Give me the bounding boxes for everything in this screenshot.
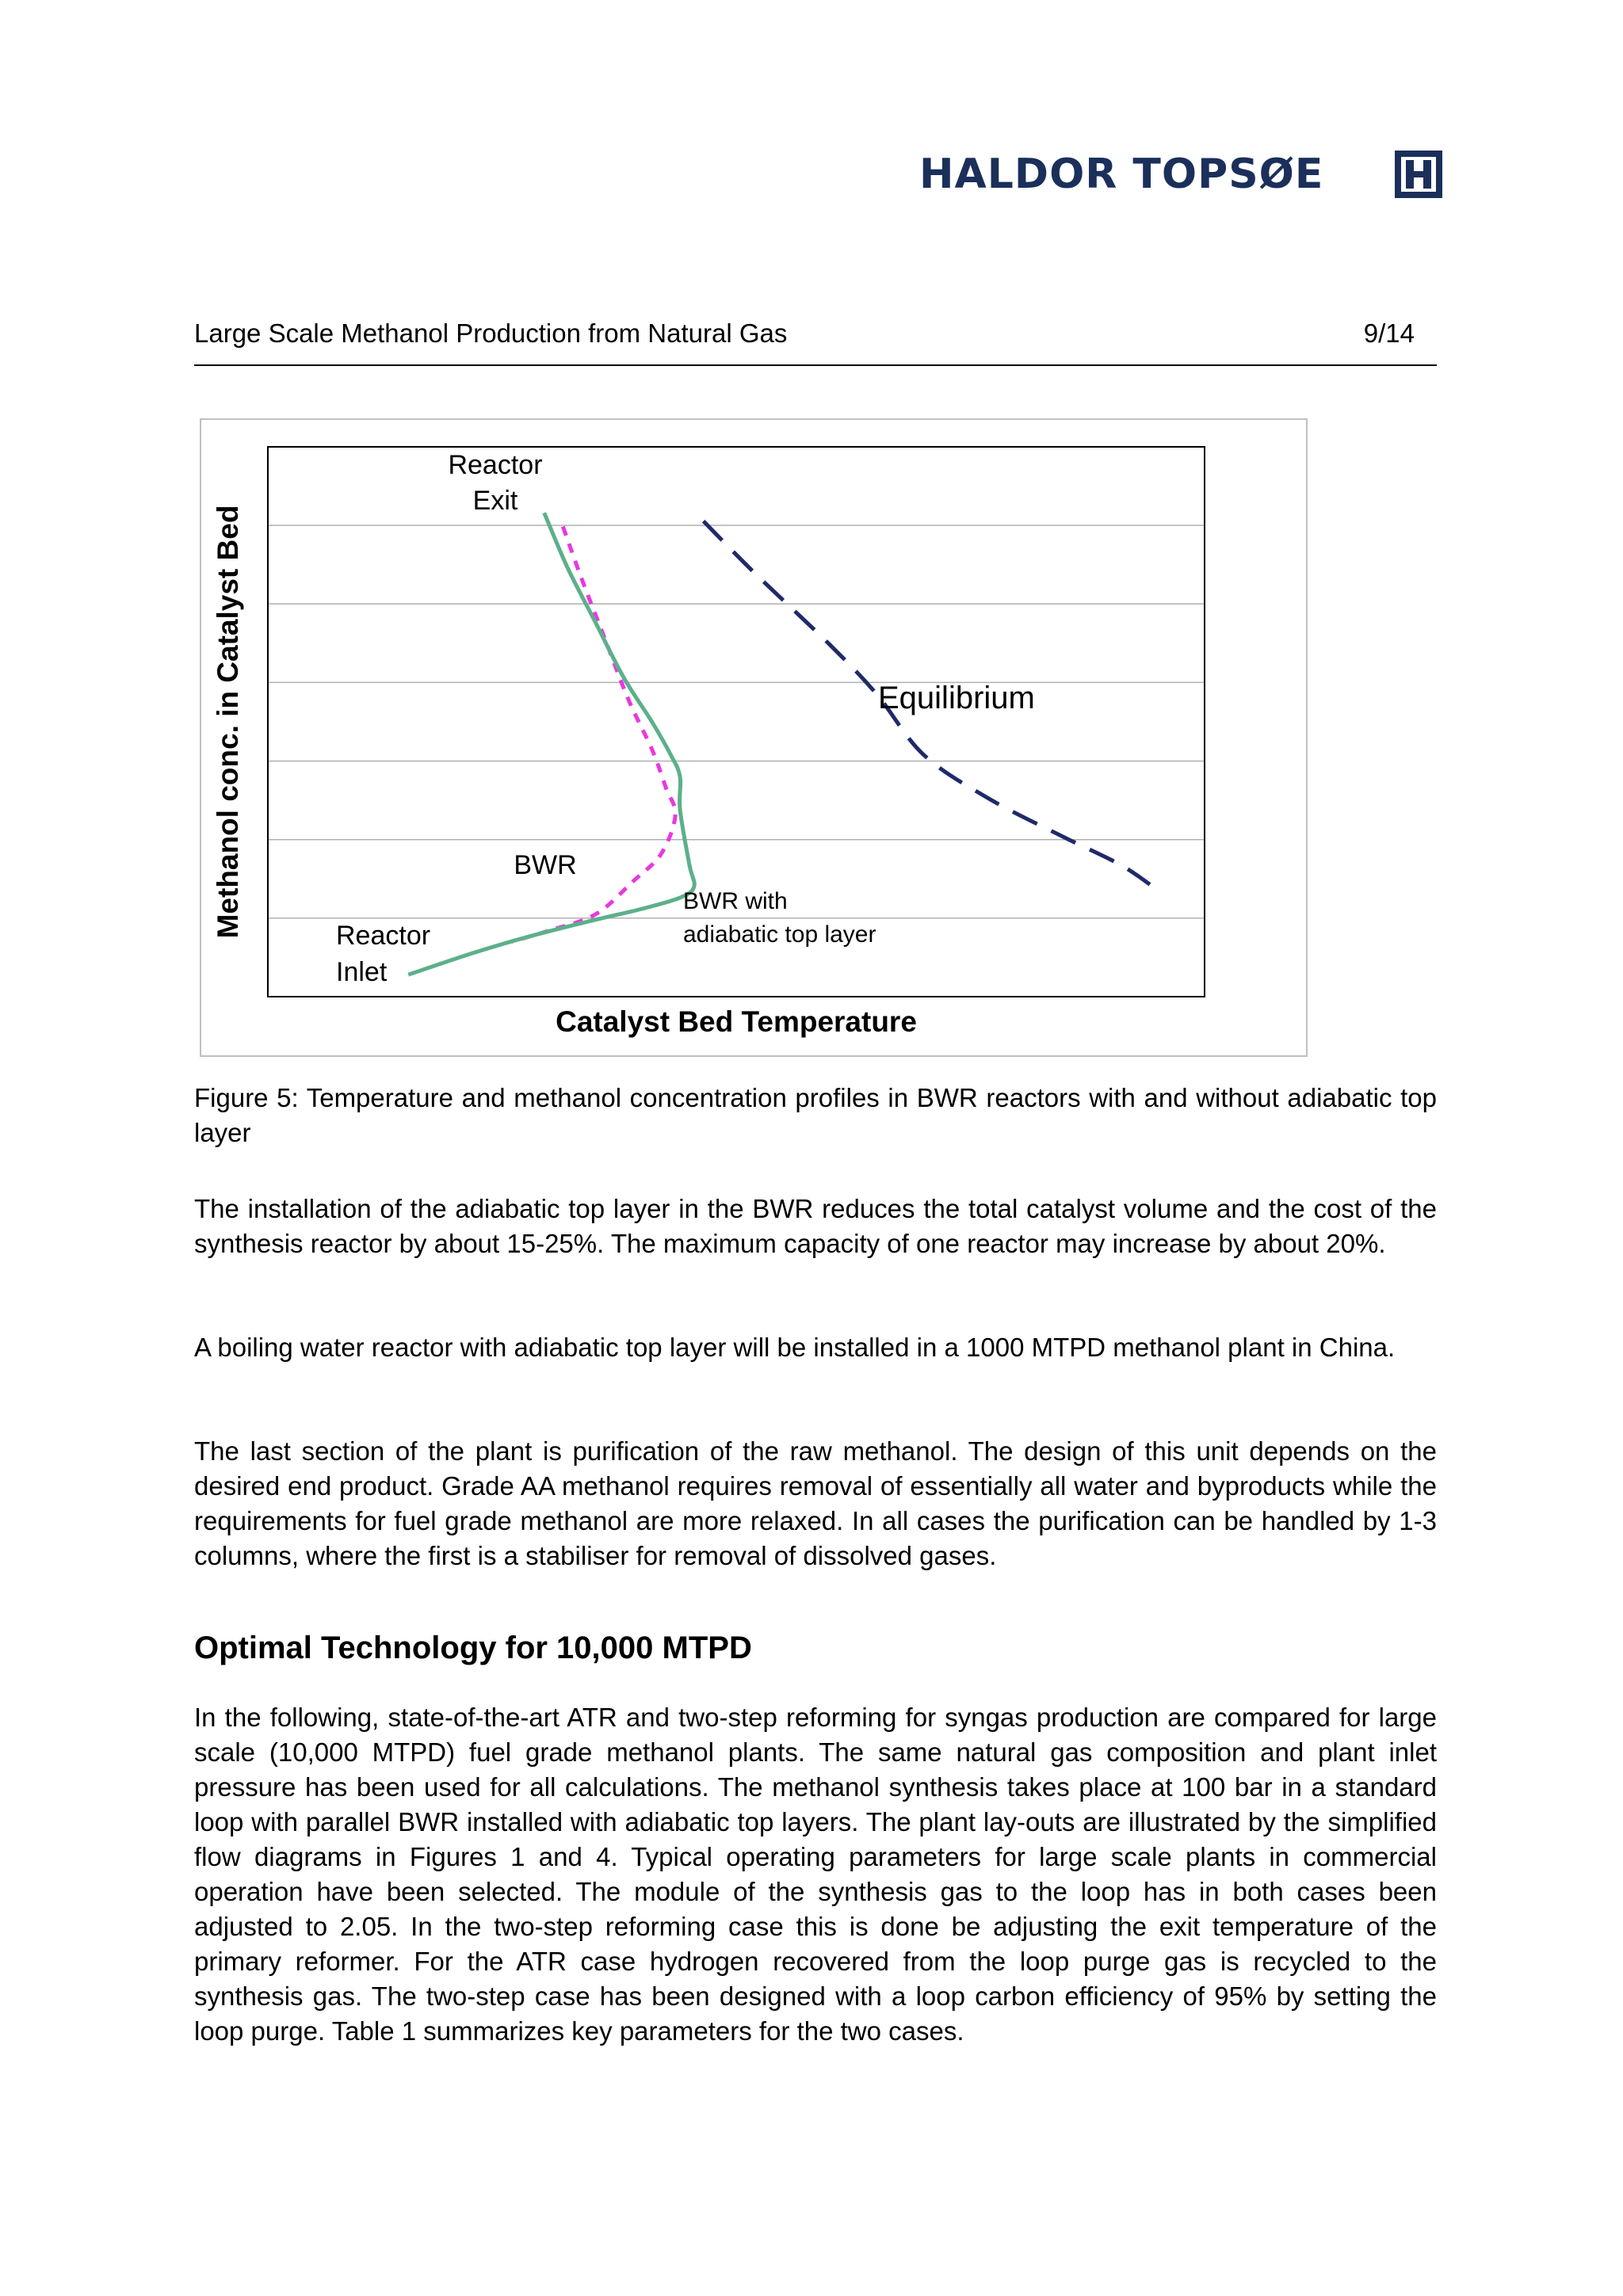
- document-title: Large Scale Methanol Production from Natural Gas: [194, 318, 788, 348]
- page-number: 9/14: [1363, 318, 1415, 348]
- section-heading: Optimal Technology for 10,000 MTPD: [194, 1630, 752, 1665]
- running-header: [194, 317, 1437, 366]
- temperature-profile-chart: [201, 420, 1309, 1058]
- annotation-bwr-with-1: BWR with: [683, 888, 788, 914]
- series-line-bwr-with-adiabatic-top-layer: [408, 513, 694, 974]
- logo-text: HALDOR TOPSØE: [919, 151, 1324, 198]
- figure-caption: Figure 5: Temperature and methanol concentration profiles in BWR reactors with and without adiabatic top layer: [194, 1083, 1437, 1147]
- body-paragraph-2: A boiling water reactor with adiabatic top layer will be installed in a 1000 MTPD methanol plant in China.: [194, 1333, 1396, 1362]
- annotation-reactor-exit-1: Reactor: [448, 450, 543, 480]
- annotation-bwr: BWR: [514, 850, 577, 880]
- logo-h-icon: [1393, 149, 1444, 200]
- chart-grid: [268, 525, 1205, 918]
- body-paragraph-3: The last section of the plant is purification of the raw methanol. The design of this unit depends on the desired end product. Grade AA methanol requires removal of essentially all water and byproducts while the requirements for fuel grade methanol are more relaxed. In all cases the purification can be handled by 1-3 columns, where the first is a stabiliser for removal of dissolved gases.: [194, 1436, 1437, 1570]
- y-axis-label: Methanol conc. in Catalyst Bed: [212, 505, 244, 939]
- body-paragraph-1: The installation of the adiabatic top layer in the BWR reduces the total catalyst volume and the cost of the synthesis reactor by about 15-25%. The maximum capacity of one reactor may increase by about 20%.: [194, 1194, 1437, 1258]
- annotation-bwr-with-2: adiabatic top layer: [683, 921, 876, 948]
- annotation-equilibrium: Equilibrium: [878, 681, 1035, 715]
- annotation-reactor-exit-2: Exit: [472, 486, 518, 516]
- figure-5: [200, 418, 1308, 1057]
- x-axis-label: Catalyst Bed Temperature: [556, 1005, 917, 1038]
- body-paragraph-4: In the following, state-of-the-art ATR and two-step reforming for syngas production are compared for large scale (10,000 MTPD) fuel grade methanol plants. The same natural gas composition and plant inlet pressure has been used for all calculations. The methanol synthesis takes place at 100 bar in a standard loop with parallel BWR installed with adiabatic top layers. The plant lay-outs are illustrated by the simplified flow diagrams in Figures 1 and 4. Typical operating parameters for large scale plants in commercial operation have been selected. The module of the synthesis gas to the loop has in both cases been adjusted to 2.05. In the two-step reforming case this is done be adjusting the exit temperature of the primary reformer. For the ATR case hydrogen recovered from the loop purge gas is recycled to the synthesis gas. The two-step case has been designed with a loop carbon efficiency of 95% by setting the loop purge. Table 1 summarizes key parameters for the two cases.: [194, 1703, 1437, 2046]
- company-logo: [919, 147, 1446, 201]
- annotation-reactor-inlet-2: Inlet: [336, 957, 388, 987]
- annotation-reactor-inlet-1: Reactor: [336, 921, 431, 951]
